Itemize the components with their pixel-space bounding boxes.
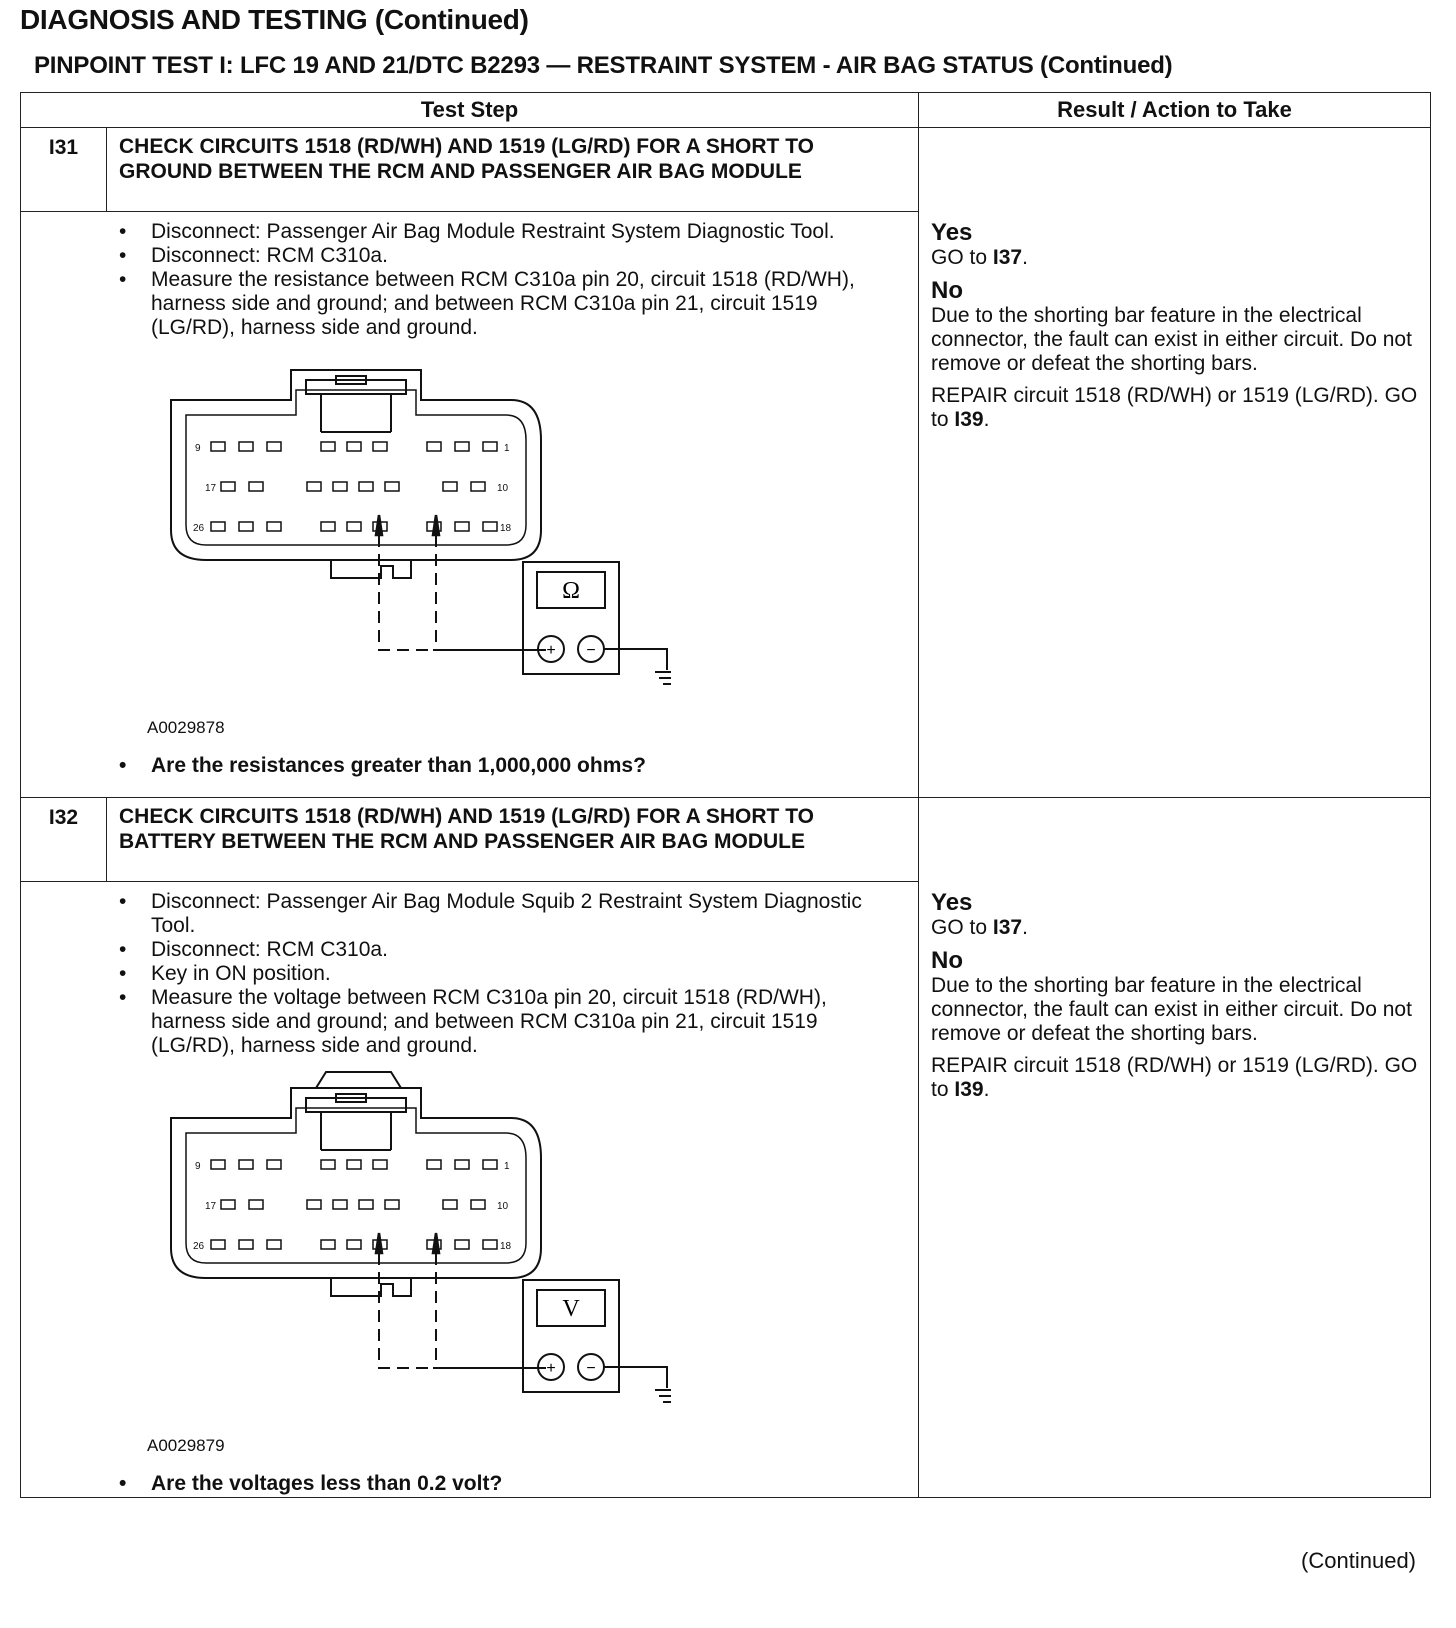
test-lead-pin-20 <box>379 535 433 650</box>
yes-action: GO to I37. <box>931 246 1028 269</box>
test-step-header: Test Step <box>21 93 919 128</box>
yes-label: Yes <box>931 889 973 916</box>
connector-pins <box>211 1160 497 1249</box>
repair-action: REPAIR circuit 1518 (RD/WH) or 1519 (LG/RD). GO to I39. <box>931 1054 1418 1101</box>
yes-target: I37 <box>992 246 1023 269</box>
instruction-item: • Key in ON position. <box>151 962 906 986</box>
resistance-measurement-diagram <box>111 340 671 720</box>
pin-cavity <box>455 522 469 531</box>
probe-tip-pin-21 <box>433 515 439 535</box>
pin-cavity <box>267 442 281 451</box>
ground-symbol <box>604 649 671 684</box>
pin-cavity <box>307 482 321 491</box>
probe-tip-pin-21 <box>433 1233 439 1253</box>
connector-outline <box>171 370 541 578</box>
pin-cavity <box>359 482 373 491</box>
probe-tip-pin-20 <box>376 515 382 535</box>
pin-cavity <box>321 522 335 531</box>
step-number: I31 <box>21 128 107 212</box>
meter-plus-sign: + <box>546 642 556 659</box>
step-body <box>21 212 919 798</box>
pin-cavity <box>307 1200 321 1209</box>
pin-cavity <box>249 1200 263 1209</box>
pin-cavity <box>333 1200 347 1209</box>
step-question: • Are the resistances greater than 1,000,000 ohms? <box>151 754 906 778</box>
meter-symbol: V <box>562 1296 580 1322</box>
pin-cavity <box>443 1200 457 1209</box>
pin-cavity <box>239 1160 253 1169</box>
pin-label-18: 18 <box>500 523 512 534</box>
pin-cavity <box>427 1160 441 1169</box>
pin-label-9: 9 <box>195 1161 201 1172</box>
pin-cavity <box>443 482 457 491</box>
step-body <box>21 882 919 1498</box>
yes-label: Yes <box>931 219 973 246</box>
step-title-row <box>21 128 1431 212</box>
no-text: Due to the shorting bar feature in the electrical connector, the fault can exist in either circuit. Do not remove or defeat the shorting bars. <box>931 974 1412 1045</box>
pin-cavity <box>239 522 253 531</box>
pin-cavity <box>211 1240 225 1249</box>
connector-latch <box>306 380 406 394</box>
pin-cavity <box>455 442 469 451</box>
instruction-item: • Measure the voltage between RCM C310a pin 20, circuit 1518 (RD/WH), harness side and ground; and between RCM C310a pin 21, circuit 1519 (LG/RD), harness side and ground. <box>151 986 906 1058</box>
pin-cavity <box>483 1160 497 1169</box>
meter-minus-sign: − <box>586 642 596 659</box>
pin-cavity <box>347 442 361 451</box>
pin-cavity <box>483 1240 497 1249</box>
pin-label-17: 17 <box>205 483 217 494</box>
pin-label-17: 17 <box>205 1201 217 1212</box>
connector-figure <box>111 340 671 740</box>
shorting-bar-outline <box>321 394 391 432</box>
step-instructions <box>111 220 906 340</box>
step-question: • Are the voltages less than 0.2 volt? <box>151 1472 906 1496</box>
pin-label-10: 10 <box>497 483 509 494</box>
pin-cavity <box>211 522 225 531</box>
pin-cavity <box>483 442 497 451</box>
no-label: No <box>931 947 964 974</box>
step-instructions <box>111 890 906 1058</box>
pin-label-18: 18 <box>500 1241 512 1252</box>
repair-prefix: REPAIR circuit 1518 (RD/WH) or 1519 (LG/RD). GO to <box>931 384 1418 431</box>
pin-cavity <box>321 1160 335 1169</box>
pin-cavity <box>267 522 281 531</box>
result-cell <box>919 128 1431 798</box>
pin-cavity <box>373 1160 387 1169</box>
no-label: No <box>931 277 964 304</box>
shorting-bar-outline <box>321 1112 391 1150</box>
pin-cavity <box>333 482 347 491</box>
connector-hood <box>316 1072 401 1088</box>
step-title: CHECK CIRCUITS 1518 (RD/WH) AND 1519 (LG/RD) FOR A SHORT TO GROUND BETWEEN THE RCM AND PASSENGER AIR BAG MODULE <box>107 128 919 212</box>
connector-figure <box>111 1058 671 1458</box>
instruction-item: • Disconnect: RCM C310a. <box>151 244 906 268</box>
pin-cavity <box>347 1240 361 1249</box>
table-header-row <box>21 93 1431 128</box>
connector-outline <box>171 1088 541 1296</box>
figure-id: A0029879 <box>147 1436 225 1455</box>
pin-label-9: 9 <box>195 443 201 454</box>
meter-symbol: Ω <box>562 578 580 604</box>
pin-cavity <box>249 482 263 491</box>
no-text: Due to the shorting bar feature in the electrical connector, the fault can exist in either circuit. Do not remove or defeat the shorting bars. <box>931 304 1412 375</box>
repair-prefix: REPAIR circuit 1518 (RD/WH) or 1519 (LG/RD). GO to <box>931 1054 1418 1101</box>
pin-cavity <box>239 442 253 451</box>
pin-cavity <box>385 1200 399 1209</box>
pin-cavity <box>221 482 235 491</box>
pin-cavity <box>221 1200 235 1209</box>
test-lead-pin-20 <box>379 1253 433 1368</box>
step-title: CHECK CIRCUITS 1518 (RD/WH) AND 1519 (LG/RD) FOR A SHORT TO BATTERY BETWEEN THE RCM AND PASSENGER AIR BAG MODULE <box>107 798 919 882</box>
repair-action: REPAIR circuit 1518 (RD/WH) or 1519 (LG/RD). GO to I39. <box>931 384 1418 431</box>
probe-tip-pin-20 <box>376 1233 382 1253</box>
pin-cavity <box>455 1160 469 1169</box>
result-action-header: Result / Action to Take <box>919 93 1431 128</box>
pinpoint-test-table <box>20 92 1431 1498</box>
pin-cavity <box>267 1240 281 1249</box>
step-question-list <box>111 1472 906 1496</box>
pin-cavity <box>321 1240 335 1249</box>
pin-cavity <box>267 1160 281 1169</box>
step-question-list <box>111 754 906 778</box>
voltage-measurement-diagram <box>111 1058 671 1438</box>
yes-action-prefix: GO to <box>931 246 993 269</box>
pin-label-10: 10 <box>497 1201 509 1212</box>
pin-cavity <box>211 442 225 451</box>
figure-id: A0029878 <box>147 718 225 737</box>
pin-cavity <box>385 482 399 491</box>
pin-cavity <box>373 442 387 451</box>
pinpoint-test-heading: PINPOINT TEST I: LFC 19 AND 21/DTC B2293 — RESTRAINT SYSTEM - AIR BAG STATUS (Continued) <box>34 52 1173 79</box>
pin-cavity <box>321 442 335 451</box>
pin-label-26: 26 <box>193 523 205 534</box>
ground-symbol <box>604 1367 671 1402</box>
page-heading: DIAGNOSIS AND TESTING (Continued) <box>20 4 529 35</box>
meter-plus-sign: + <box>546 1360 556 1377</box>
meter-minus-sign: − <box>586 1360 596 1377</box>
pin-cavity <box>471 482 485 491</box>
pin-cavity <box>347 522 361 531</box>
pin-label-26: 26 <box>193 1241 205 1252</box>
instruction-item: • Disconnect: RCM C310a. <box>151 938 906 962</box>
instruction-item: • Disconnect: Passenger Air Bag Module Restraint System Diagnostic Tool. <box>151 220 906 244</box>
pin-cavity <box>239 1240 253 1249</box>
pin-cavity <box>211 1160 225 1169</box>
pin-label-1: 1 <box>504 443 510 454</box>
pin-cavity <box>483 522 497 531</box>
step-title-row <box>21 798 1431 882</box>
pin-cavity <box>359 1200 373 1209</box>
connector-pins <box>211 442 497 531</box>
repair-target: I39 <box>954 408 984 431</box>
yes-action-prefix: GO to <box>931 916 993 939</box>
pin-cavity <box>427 442 441 451</box>
result-cell <box>919 798 1431 1498</box>
instruction-item: • Disconnect: Passenger Air Bag Module Squib 2 Restraint System Diagnostic Tool. <box>151 890 906 938</box>
connector-latch <box>306 1098 406 1112</box>
yes-target: I37 <box>992 916 1023 939</box>
repair-target: I39 <box>954 1078 984 1101</box>
yes-action: GO to I37. <box>931 916 1028 939</box>
pin-cavity <box>471 1200 485 1209</box>
pin-label-1: 1 <box>504 1161 510 1172</box>
pin-cavity <box>455 1240 469 1249</box>
continued-note: (Continued) <box>1301 1548 1416 1573</box>
pin-cavity <box>347 1160 361 1169</box>
step-number: I32 <box>21 798 107 882</box>
instruction-item: • Measure the resistance between RCM C310a pin 20, circuit 1518 (RD/WH), harness side and ground; and between RCM C310a pin 21, circuit 1519 (LG/RD), harness side and ground. <box>151 268 906 340</box>
